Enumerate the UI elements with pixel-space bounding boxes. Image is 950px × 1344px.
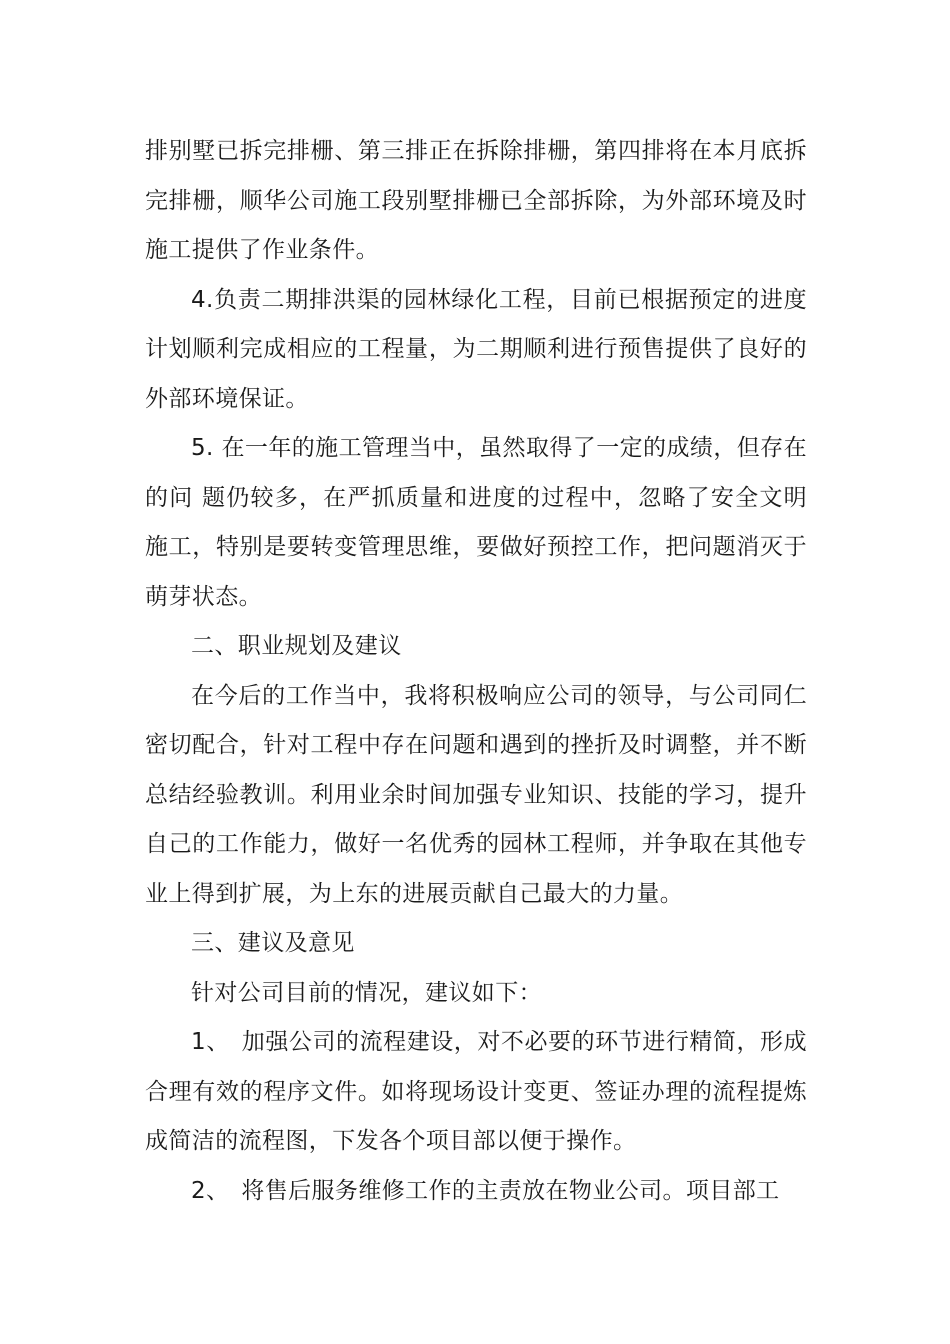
section-heading-suggestions: 三、建议及意见 <box>191 930 355 956</box>
paragraph-item-4-greening: 4.负责二期排洪渠的园林绿化工程，目前已根据预定的进度计划顺利完成相应的工程量，为二期顺利进行预售提供了良好的外部环境保证。 <box>145 286 807 412</box>
paragraph-suggestion-1: 1、 加强公司的流程建设，对不必要的环节进行精简，形成合理有效的程序文件。如将现场设计变更、签证办理的流程提炼成简洁的流程图，下发各个项目部以便于操作。 <box>145 1029 807 1154</box>
paragraph-suggestions-intro: 针对公司目前的情况，建议如下： <box>191 979 542 1006</box>
paragraph-demolition-progress: 排别墅已拆完排栅、第三排正在拆除排栅，第四排将在本月底拆完排栅，顺华公司施工段别墅排栅已全部拆除，为外部环境及时施工提供了作业条件。 <box>145 138 807 263</box>
paragraph-item-5-problems: 5. 在一年的施工管理当中，虽然取得了一定的成绩，但存在的问 题仍较多，在严抓质量和进度的过程中，忽略了安全文明施工，特别是要转变管理思维，要做好预控工作，把问题消灭于萌芽状态。 <box>145 435 807 610</box>
document-body <box>145 127 807 1216</box>
paragraph-suggestion-2: 2、 将售后服务维修工作的主责放在物业公司。项目部工 <box>191 1177 780 1204</box>
section-heading-career-plan: 二、职业规划及建议 <box>191 633 402 659</box>
paragraph-career-plan: 在今后的工作当中，我将积极响应公司的领导，与公司同仁密切配合，针对工程中存在问题和遇到的挫折及时调整，并不断总结经验教训。利用业余时间加强专业知识、技能的学习，提升自己的工作能力，做好一名优秀的园林工程师，并争取在其他专业上得到扩展，为上东的进展贡献自己最大的力量。 <box>145 682 807 907</box>
